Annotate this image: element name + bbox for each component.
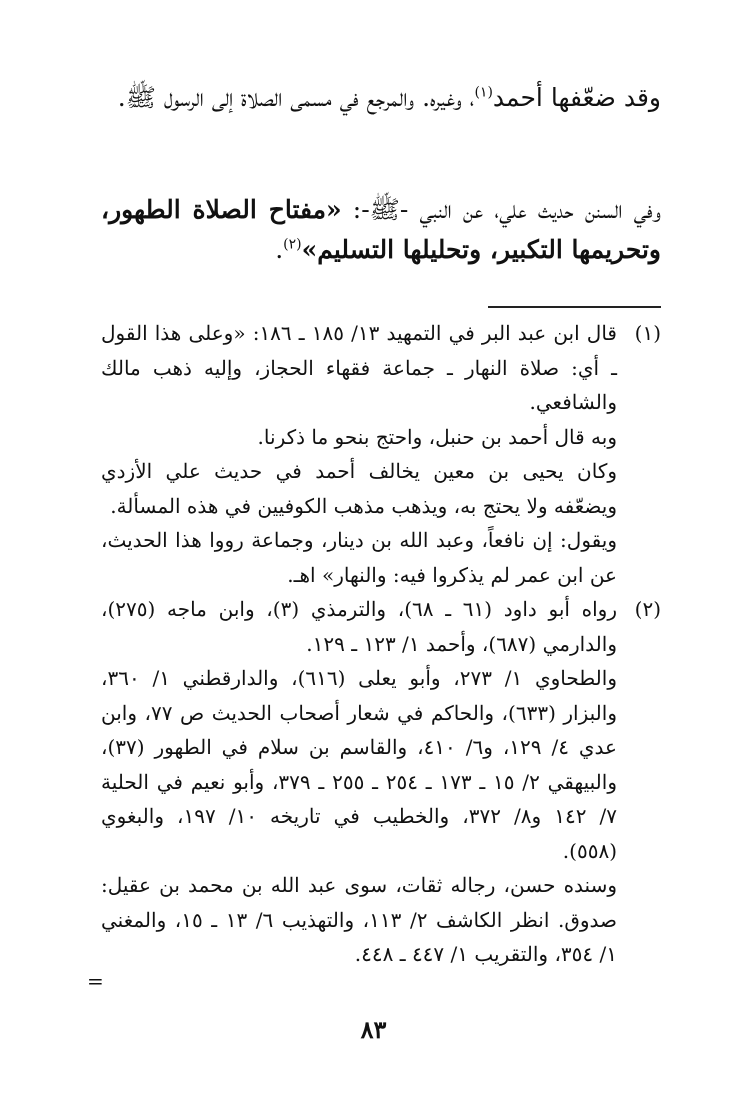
body-paragraph-1 <box>101 78 661 118</box>
continuation-mark: = <box>87 969 104 993</box>
footnote-ref-2[interactable]: (٢) <box>283 236 302 253</box>
paragraph-text <box>101 190 661 270</box>
text-span: . <box>275 235 284 264</box>
footnote-body <box>101 592 617 972</box>
footnote-number: (١) <box>634 321 661 345</box>
page-number: ٨٣ <box>360 1015 387 1044</box>
text-span: وفي السنن حديث علي، عن النبي -ﷺ-: <box>341 195 661 224</box>
footnote-paragraph: وكان يحيى بن معين يخالف أحمد في حديث علي الأزدي ويضعّفه ولا يحتج به، ويذهب مذهب الكوفيين في هذه المسألة. <box>101 459 617 518</box>
text-span: وقد ضعّفها أحمد <box>492 83 661 112</box>
footnote-separator <box>488 306 661 308</box>
footnote-1 <box>101 316 661 592</box>
footnote-ref-1[interactable]: (١) <box>474 84 493 101</box>
body-paragraph-2 <box>101 190 661 270</box>
footnote-paragraph: ويقول: إن نافعاً، وعبد الله بن دينار، وجماعة رووا هذا الحديث، عن ابن عمر لم يذكروا فيه: والنهار» اهـ. <box>101 528 617 587</box>
footnote-paragraph: والطحاوي ١/ ٢٧٣، وأبو يعلى (٦١٦)، والدارقطني ١/ ٣٦٠، والبزار (٦٣٣)، والحاكم في شعار أصحاب الحديث ص ٧٧، وابن عدي ٤/ ١٢٩، و٦/ ٤١٠، والقاسم بن سلام في الطهور (٣٧)، والبيهقي ٢/ ١٥ ـ ١٧٣ ـ ٢٥٤ ـ ٢٥٥ ـ ٣٧٩، وأبو نعيم في الحلية ٧/ ١٤٢ و٨/ ٣٧٢، والخطيب في تاريخه ١٠/ ١٩٧، والبغوي (٥٥٨). <box>101 666 617 863</box>
footnotes <box>101 316 661 972</box>
footnote-2 <box>101 592 661 972</box>
footnote-paragraph: رواه أبو داود (٦١ ـ ٦٨)، والترمذي (٣)، وابن ماجه (٢٧٥)، والدارمي (٦٨٧)، وأحمد ١/ ١٢٣ ـ ١٢٩. <box>101 597 618 656</box>
paragraph-text <box>101 78 661 118</box>
footnote-body <box>101 316 617 592</box>
footnote-paragraph: قال ابن عبد البر في التمهيد ١٣/ ١٨٥ ـ ١٨٦: «وعلى هذا القول ـ أي: صلاة النهار ـ جماعة فقهاء الحجاز، وإليه ذهب مالك والشافعي. <box>101 321 617 414</box>
footnote-paragraph: وسنده حسن، رجاله ثقات، سوى عبد الله بن محمد بن عقيل: صدوق. انظر الكاشف ٢/ ١١٣، والتهذيب ٦/ ١٣ ـ ١٥، والمغني ١/ ٣٥٤، والتقريب ١/ ٤٤٧ ـ ٤٤٨. <box>101 873 617 966</box>
footnote-paragraph: وبه قال أحمد بن حنبل، واحتج بنحو ما ذكرنا. <box>257 424 617 449</box>
hadith-quote: «مفتاح الصلاة الطهور، وتحريمها التكبير، وتحليلها التسليم» <box>101 195 661 264</box>
footnote-number: (٢) <box>634 597 661 621</box>
text-span: ، وغيره. والمرجع في مسمى الصلاة إلى الرسول ﷺ. <box>117 83 475 112</box>
